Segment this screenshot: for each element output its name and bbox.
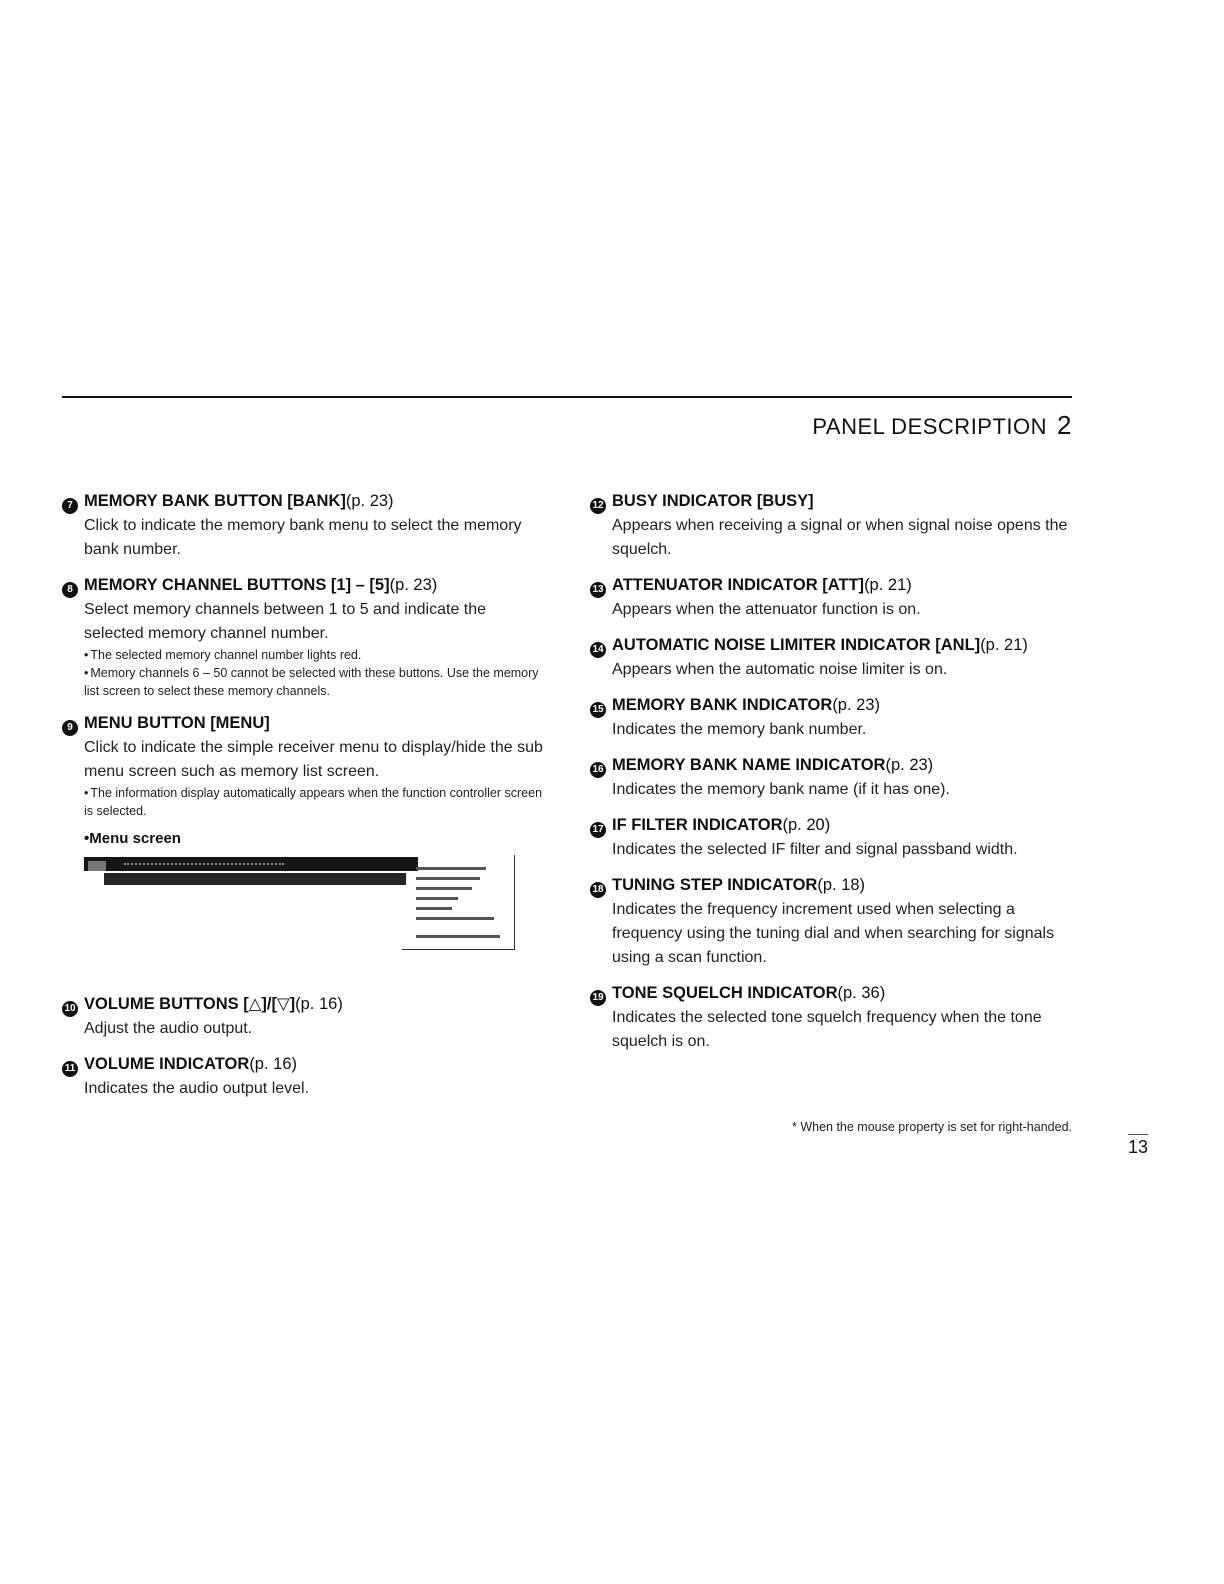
- item-number-badge: 15: [590, 702, 606, 718]
- item-if-filter-indicator: [590, 814, 1074, 862]
- item-menu-button: [62, 712, 544, 965]
- item-number-badge: 9: [62, 720, 78, 736]
- receiver-bar: [84, 857, 418, 871]
- header-rule: [62, 396, 1072, 398]
- menu-screen-label: •Menu screen: [84, 830, 181, 847]
- item-attenuator-indicator: [590, 574, 1074, 622]
- section-title: PANEL DESCRIPTION: [812, 414, 1048, 439]
- page-reference: (p. 23): [832, 696, 880, 714]
- item-title: MENU BUTTON [MENU]: [84, 714, 270, 732]
- item-tuning-step-indicator: [590, 874, 1074, 970]
- footnote: * When the mouse property is set for right-handed.: [791, 1120, 1072, 1134]
- page-reference: (p. 18): [817, 876, 866, 894]
- item-memory-bank-name-indicator: [590, 754, 1074, 802]
- item-number-badge: 8: [62, 582, 78, 598]
- item-memory-bank-button: [62, 490, 544, 562]
- item-title: MEMORY BANK NAME INDICATOR: [612, 756, 886, 774]
- page-reference: (p. 21): [980, 636, 1028, 654]
- item-title: MEMORY BANK BUTTON [BANK]: [84, 492, 346, 510]
- item-memory-bank-indicator: [590, 694, 1074, 742]
- item-title: IF FILTER INDICATOR: [612, 816, 783, 834]
- item-title: AUTOMATIC NOISE LIMITER INDICATOR [ANL]: [612, 636, 981, 654]
- item-title: VOLUME INDICATOR: [84, 1055, 250, 1073]
- item-description: Appears when the automatic noise limiter is on.: [612, 661, 948, 678]
- item-description: Indicates the memory bank name (if it has one).: [612, 781, 950, 798]
- item-number-badge: 14: [590, 642, 606, 658]
- item-description: Adjust the audio output.: [84, 1020, 253, 1037]
- item-description: Click to indicate the memory bank menu to select the memory bank number.: [84, 517, 522, 558]
- item-number-badge: 13: [590, 582, 606, 598]
- item-number-badge: 10: [62, 1001, 78, 1017]
- section-header: [812, 410, 1072, 441]
- item-number-badge: 18: [590, 882, 606, 898]
- item-title: VOLUME BUTTONS [△]/[▽]: [84, 995, 296, 1013]
- item-description: Indicates the selected tone squelch frequency when the tone squelch is on.: [612, 1009, 1042, 1050]
- item-title: TUNING STEP INDICATOR: [612, 876, 818, 894]
- item-title: BUSY INDICATOR [BUSY]: [612, 492, 814, 510]
- item-title: TONE SQUELCH INDICATOR: [612, 984, 838, 1002]
- item-description: Indicates the frequency increment used when selecting a frequency using the tuning dial and when searching for signals using a scan function.: [612, 901, 1055, 966]
- item-busy-indicator: [590, 490, 1074, 562]
- item-description: Indicates the memory bank number.: [612, 721, 867, 738]
- item-number-badge: 7: [62, 498, 78, 514]
- item-description: Indicates the selected IF filter and signal passband width.: [612, 841, 1018, 858]
- chapter-number: 2: [1057, 410, 1072, 440]
- page-reference: (p. 23): [885, 756, 934, 774]
- item-tone-squelch-indicator: [590, 982, 1074, 1054]
- item-description: Click to indicate the simple receiver menu to display/hide the sub menu screen such as memory list screen.: [84, 739, 543, 780]
- item-notes: [84, 646, 544, 700]
- item-memory-channel-buttons: [62, 574, 544, 700]
- page-reference: (p. 23): [389, 576, 438, 594]
- page-reference: (p. 16): [249, 1055, 297, 1073]
- receiver-sub-bar: [104, 873, 406, 885]
- page-reference: (p. 21): [864, 576, 912, 594]
- item-volume-indicator: [62, 1053, 544, 1101]
- item-title: ATTENUATOR INDICATOR [ATT]: [612, 576, 865, 594]
- page-number: 13: [1128, 1134, 1148, 1158]
- note: • The information display automatically appears when the function controller screen is selected.: [84, 786, 543, 818]
- note: • Memory channels 6 – 50 cannot be selected with these buttons. Use the memory list screen to select these memory channels.: [84, 666, 539, 698]
- item-description: Appears when the attenuator function is on.: [612, 601, 921, 618]
- item-notes: [84, 784, 544, 820]
- note: • The selected memory channel number lights red.: [84, 648, 362, 662]
- item-number-badge: 16: [590, 762, 606, 778]
- item-title: MEMORY BANK INDICATOR: [612, 696, 833, 714]
- left-column: [62, 490, 544, 1113]
- page-reference: (p. 36): [837, 984, 886, 1002]
- page-reference: (p. 20): [782, 816, 831, 834]
- right-column: [590, 490, 1074, 1066]
- item-number-badge: 17: [590, 822, 606, 838]
- item-anl-indicator: [590, 634, 1074, 682]
- item-number-badge: 11: [62, 1061, 78, 1077]
- item-number-badge: 19: [590, 990, 606, 1006]
- item-title: MEMORY CHANNEL BUTTONS [1] – [5]: [84, 576, 390, 594]
- item-number-badge: 12: [590, 498, 606, 514]
- menu-screen-image: [84, 855, 540, 965]
- item-description: Appears when receiving a signal or when signal noise opens the squelch.: [612, 517, 1068, 558]
- item-description: Select memory channels between 1 to 5 and indicate the selected memory channel number.: [84, 601, 487, 642]
- receiver-icon: [88, 861, 106, 871]
- page-reference: (p. 16): [295, 995, 343, 1013]
- item-description: Indicates the audio output level.: [84, 1080, 310, 1097]
- page-reference: (p. 23): [345, 492, 394, 510]
- item-volume-buttons: [62, 993, 544, 1041]
- sub-menu-panel: [402, 855, 515, 950]
